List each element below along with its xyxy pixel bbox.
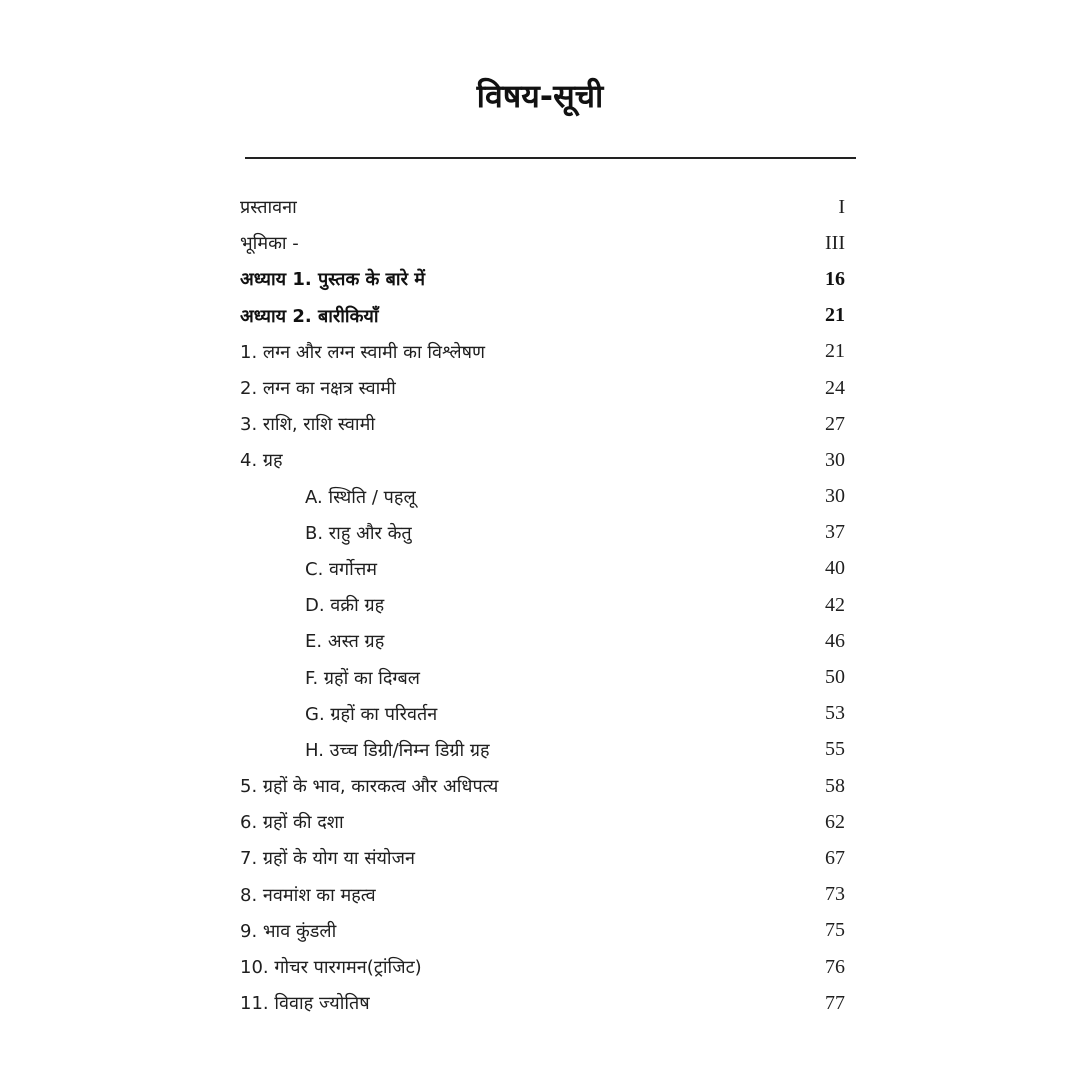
toc-entry-title: 6. ग्रहों की दशा — [240, 812, 344, 834]
toc-entry-page-number: 76 — [825, 955, 845, 978]
toc-entry — [240, 913, 845, 949]
toc-entry-page-number: 50 — [825, 666, 845, 689]
toc-entry-page-number: 24 — [825, 376, 845, 399]
title-divider — [245, 157, 856, 159]
toc-entry-page-number: 77 — [825, 991, 845, 1014]
toc-entry-page-number: 55 — [825, 738, 845, 761]
toc-entry — [240, 732, 845, 768]
toc-entry-title: 5. ग्रहों के भाव, कारकत्व और अधिपत्य — [240, 776, 499, 798]
toc-entry-page-number: 53 — [825, 702, 845, 725]
toc-entry-page-number: 73 — [825, 883, 845, 906]
toc-entry — [240, 225, 845, 261]
toc-entry — [240, 406, 845, 442]
toc-entry-title: F. ग्रहों का दिग्बल — [305, 667, 420, 689]
toc-entry-title: C. वर्गोत्तम — [305, 558, 378, 580]
toc-entry — [240, 768, 845, 804]
toc-entry-title: 9. भाव कुंडली — [240, 920, 337, 942]
toc-entry — [240, 949, 845, 985]
toc-entry — [240, 877, 845, 913]
toc-entry — [240, 479, 845, 515]
toc-entry-title: D. वक्री ग्रह — [305, 595, 385, 617]
toc-entry-title: 1. लग्न और लग्न स्वामी का विश्लेषण — [240, 341, 486, 363]
toc-entry-title: A. स्थिति / पहलू — [305, 486, 416, 508]
toc-entry-title: प्रस्तावना — [240, 197, 297, 219]
toc-entry — [240, 515, 845, 551]
toc-entry-title: भूमिका - — [240, 233, 299, 255]
toc-entry-title: 2. लग्न का नक्षत्र स्वामी — [240, 378, 396, 400]
toc-entry — [240, 189, 845, 225]
toc-entry-page-number: 58 — [825, 774, 845, 797]
toc-entry-title: 4. ग्रह — [240, 450, 283, 472]
toc-entry-page-number: 42 — [825, 593, 845, 616]
toc-entry-title: अध्याय 2. बारीकियाँ — [240, 305, 379, 327]
toc-entry-page-number: 75 — [825, 919, 845, 942]
toc-entry — [240, 587, 845, 623]
toc-entry-title: 10. गोचर पारगमन(ट्रांजिट) — [240, 957, 422, 979]
toc-entry — [240, 985, 845, 1021]
toc-entry-title: 7. ग्रहों के योग या संयोजन — [240, 848, 415, 870]
toc-entry-page-number: I — [838, 195, 845, 218]
toc-entry-title: B. राहु और केतु — [305, 522, 412, 544]
toc-entry-title: 11. विवाह ज्योतिष — [240, 993, 370, 1015]
toc-entry-page-number: 46 — [825, 629, 845, 652]
toc-entry-title: 3. राशि, राशि स्वामी — [240, 414, 376, 436]
toc-entry-page-number: 16 — [825, 267, 845, 290]
page-title: विषय-सूची — [476, 77, 604, 115]
toc-entry — [240, 370, 845, 406]
toc-entry-page-number: 37 — [825, 521, 845, 544]
toc-entry-page-number: 27 — [825, 412, 845, 435]
toc-entry — [240, 334, 845, 370]
table-of-contents — [240, 189, 845, 1021]
toc-entry-title: H. उच्च डिग्री/निम्न डिग्री ग्रह — [305, 739, 490, 761]
toc-entry — [240, 840, 845, 876]
toc-entry-page-number: 21 — [825, 304, 845, 327]
toc-entry-title: E. अस्त ग्रह — [305, 631, 385, 653]
toc-entry — [240, 659, 845, 695]
toc-entry-title: अध्याय 1. पुस्तक के बारे में — [240, 269, 425, 291]
toc-entry-title: G. ग्रहों का परिवर्तन — [305, 703, 438, 725]
toc-entry-page-number: III — [825, 231, 845, 254]
toc-entry — [240, 442, 845, 478]
toc-entry — [240, 298, 845, 334]
toc-entry — [240, 696, 845, 732]
toc-entry-page-number: 67 — [825, 846, 845, 869]
toc-entry-page-number: 21 — [825, 340, 845, 363]
toc-entry — [240, 804, 845, 840]
toc-entry-page-number: 30 — [825, 448, 845, 471]
toc-entry — [240, 623, 845, 659]
toc-entry-page-number: 30 — [825, 485, 845, 508]
toc-entry-page-number: 40 — [825, 557, 845, 580]
toc-entry-title: 8. नवमांश का महत्व — [240, 884, 376, 906]
toc-entry — [240, 551, 845, 587]
toc-entry — [240, 261, 845, 297]
toc-entry-page-number: 62 — [825, 810, 845, 833]
